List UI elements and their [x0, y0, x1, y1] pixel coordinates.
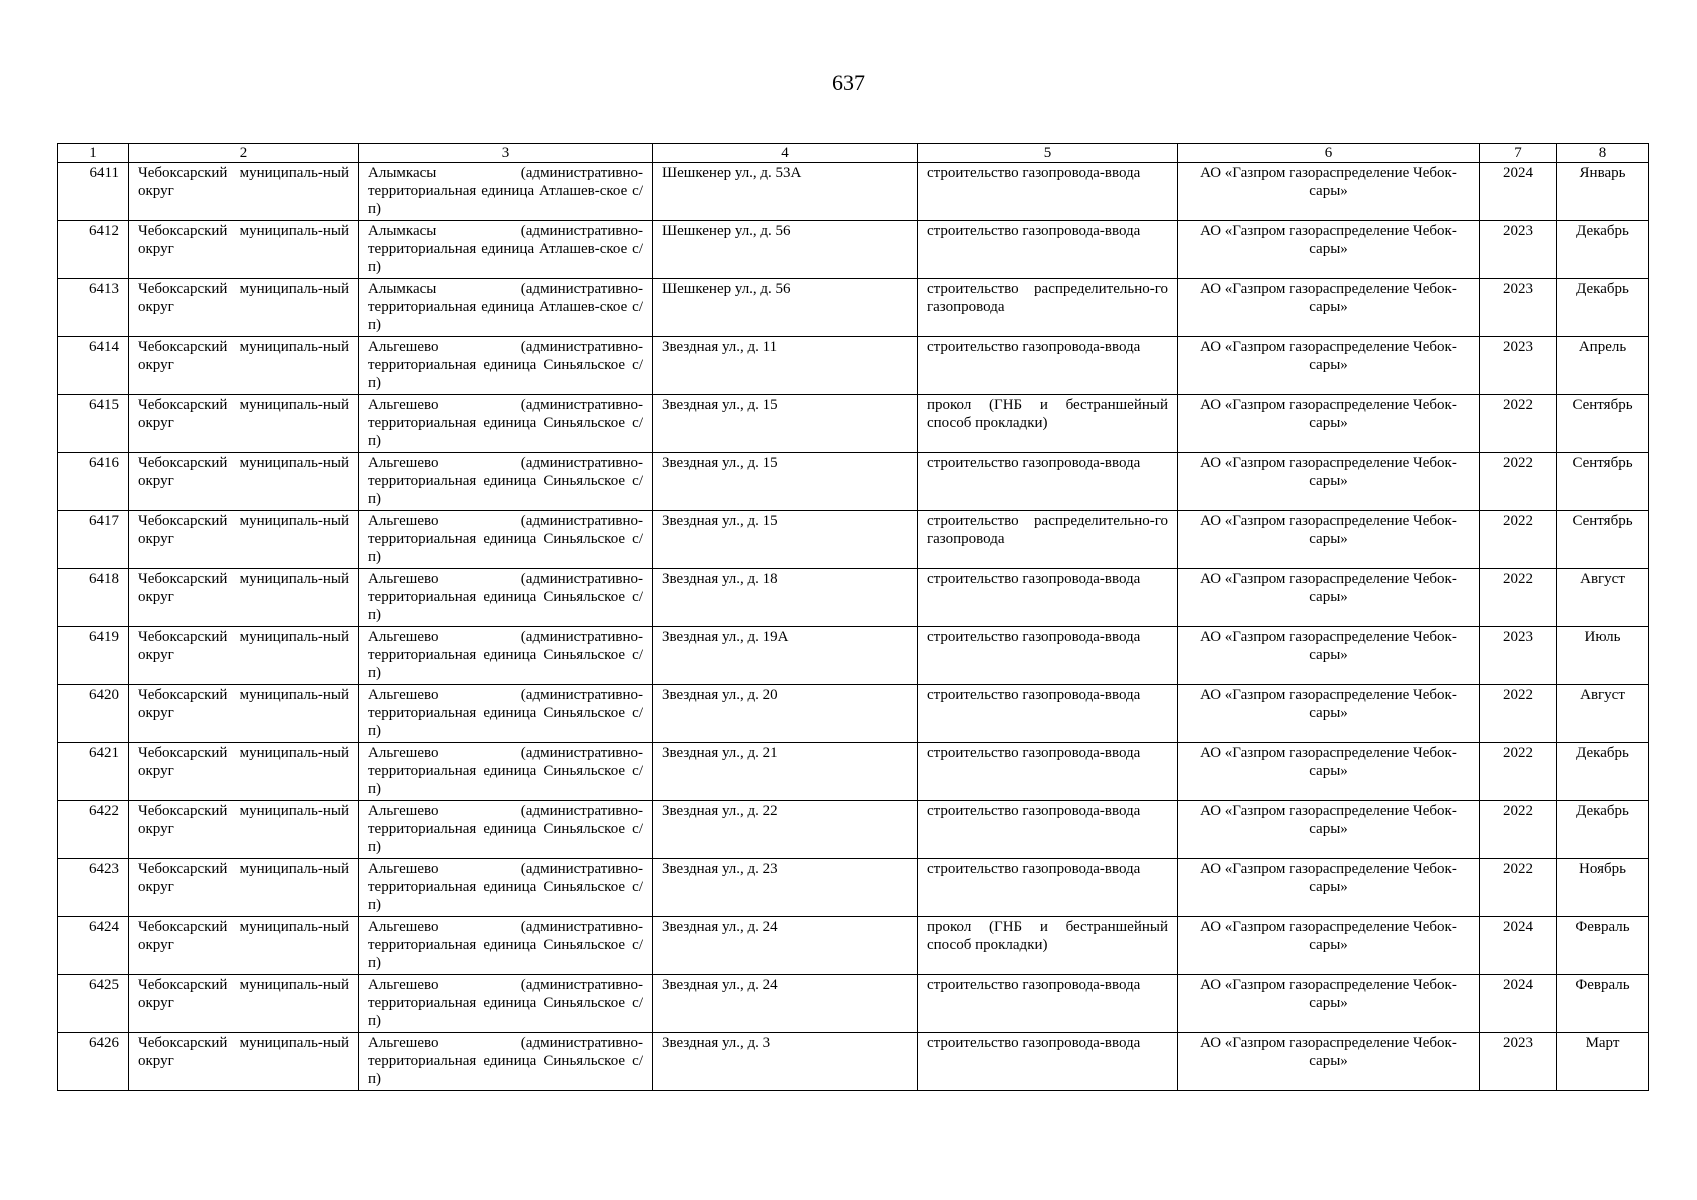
settlement-cell: Альгешево (административно-территориальная единица Синьяльское с/п) [359, 801, 653, 859]
year-cell: 2024 [1480, 917, 1557, 975]
work-type-cell: строительство распределительно-го газопровода [918, 511, 1178, 569]
district-cell: Чебоксарский муниципаль-ный округ [129, 221, 359, 279]
work-type-cell: строительство газопровода-ввода [918, 743, 1178, 801]
district-cell: Чебоксарский муниципаль-ный округ [129, 685, 359, 743]
row-number-cell: 6412 [58, 221, 129, 279]
district-cell: Чебоксарский муниципаль-ный округ [129, 801, 359, 859]
row-number-cell: 6422 [58, 801, 129, 859]
settlement-cell: Алымкасы (административно-территориальная единица Атлашев-ское с/п) [359, 221, 653, 279]
work-type-cell: строительство газопровода-ввода [918, 1033, 1178, 1091]
row-number-cell: 6425 [58, 975, 129, 1033]
address-cell: Звездная ул., д. 22 [653, 801, 918, 859]
organization-cell: АО «Газпром газораспределение Чебок-сары» [1178, 163, 1480, 221]
work-type-cell: строительство газопровода-ввода [918, 859, 1178, 917]
work-type-cell: строительство газопровода-ввода [918, 975, 1178, 1033]
settlement-cell: Альгешево (административно-территориальная единица Синьяльское с/п) [359, 859, 653, 917]
address-cell: Шешкенер ул., д. 56 [653, 221, 918, 279]
table-row [58, 453, 1649, 511]
registry-table [57, 143, 1649, 1091]
month-cell: Декабрь [1557, 279, 1649, 337]
month-cell: Декабрь [1557, 221, 1649, 279]
district-cell: Чебоксарский муниципаль-ный округ [129, 163, 359, 221]
table-row [58, 1033, 1649, 1091]
work-type-cell: строительство газопровода-ввода [918, 163, 1178, 221]
work-type-cell: прокол (ГНБ и бестраншейный способ прокладки) [918, 395, 1178, 453]
address-cell: Звездная ул., д. 19А [653, 627, 918, 685]
address-cell: Звездная ул., д. 24 [653, 975, 918, 1033]
row-number-cell: 6423 [58, 859, 129, 917]
organization-cell: АО «Газпром газораспределение Чебок-сары» [1178, 511, 1480, 569]
month-cell: Февраль [1557, 975, 1649, 1033]
row-number-cell: 6411 [58, 163, 129, 221]
address-cell: Шешкенер ул., д. 53А [653, 163, 918, 221]
address-cell: Звездная ул., д. 18 [653, 569, 918, 627]
row-number-cell: 6416 [58, 453, 129, 511]
row-number-cell: 6413 [58, 279, 129, 337]
organization-cell: АО «Газпром газораспределение Чебок-сары» [1178, 975, 1480, 1033]
organization-cell: АО «Газпром газораспределение Чебок-сары» [1178, 337, 1480, 395]
column-header: 7 [1480, 144, 1557, 163]
year-cell: 2022 [1480, 859, 1557, 917]
row-number-cell: 6424 [58, 917, 129, 975]
district-cell: Чебоксарский муниципаль-ный округ [129, 337, 359, 395]
column-header: 6 [1178, 144, 1480, 163]
year-cell: 2022 [1480, 395, 1557, 453]
column-header: 3 [359, 144, 653, 163]
settlement-cell: Альгешево (административно-территориальная единица Синьяльское с/п) [359, 917, 653, 975]
table-row [58, 917, 1649, 975]
row-number-cell: 6418 [58, 569, 129, 627]
organization-cell: АО «Газпром газораспределение Чебок-сары» [1178, 801, 1480, 859]
organization-cell: АО «Газпром газораспределение Чебок-сары» [1178, 453, 1480, 511]
table-row [58, 801, 1649, 859]
year-cell: 2023 [1480, 627, 1557, 685]
organization-cell: АО «Газпром газораспределение Чебок-сары» [1178, 1033, 1480, 1091]
address-cell: Звездная ул., д. 15 [653, 395, 918, 453]
work-type-cell: строительство газопровода-ввода [918, 453, 1178, 511]
address-cell: Звездная ул., д. 24 [653, 917, 918, 975]
address-cell: Звездная ул., д. 20 [653, 685, 918, 743]
page-number: 637 [832, 70, 865, 95]
month-cell: Декабрь [1557, 743, 1649, 801]
month-cell: Март [1557, 1033, 1649, 1091]
address-cell: Шешкенер ул., д. 56 [653, 279, 918, 337]
month-cell: Ноябрь [1557, 859, 1649, 917]
district-cell: Чебоксарский муниципаль-ный округ [129, 453, 359, 511]
table-row [58, 743, 1649, 801]
work-type-cell: строительство газопровода-ввода [918, 685, 1178, 743]
table-row [58, 279, 1649, 337]
settlement-cell: Алымкасы (административно-территориальная единица Атлашев-ское с/п) [359, 279, 653, 337]
district-cell: Чебоксарский муниципаль-ный округ [129, 1033, 359, 1091]
organization-cell: АО «Газпром газораспределение Чебок-сары» [1178, 917, 1480, 975]
row-number-cell: 6420 [58, 685, 129, 743]
settlement-cell: Альгешево (административно-территориальная единица Синьяльское с/п) [359, 1033, 653, 1091]
work-type-cell: строительство газопровода-ввода [918, 569, 1178, 627]
month-cell: Декабрь [1557, 801, 1649, 859]
table-row [58, 627, 1649, 685]
table-row [58, 337, 1649, 395]
work-type-cell: строительство газопровода-ввода [918, 801, 1178, 859]
organization-cell: АО «Газпром газораспределение Чебок-сары» [1178, 859, 1480, 917]
district-cell: Чебоксарский муниципаль-ный округ [129, 859, 359, 917]
year-cell: 2022 [1480, 511, 1557, 569]
table-row [58, 685, 1649, 743]
address-cell: Звездная ул., д. 23 [653, 859, 918, 917]
settlement-cell: Алымкасы (административно-территориальная единица Атлашев-ское с/п) [359, 163, 653, 221]
settlement-cell: Альгешево (административно-территориальная единица Синьяльское с/п) [359, 743, 653, 801]
month-cell: Август [1557, 685, 1649, 743]
address-cell: Звездная ул., д. 15 [653, 511, 918, 569]
year-cell: 2023 [1480, 279, 1557, 337]
table-row [58, 859, 1649, 917]
organization-cell: АО «Газпром газораспределение Чебок-сары» [1178, 221, 1480, 279]
organization-cell: АО «Газпром газораспределение Чебок-сары» [1178, 279, 1480, 337]
month-cell: Сентябрь [1557, 511, 1649, 569]
month-cell: Июль [1557, 627, 1649, 685]
organization-cell: АО «Газпром газораспределение Чебок-сары» [1178, 685, 1480, 743]
address-cell: Звездная ул., д. 3 [653, 1033, 918, 1091]
row-number-cell: 6417 [58, 511, 129, 569]
year-cell: 2023 [1480, 221, 1557, 279]
settlement-cell: Альгешево (административно-территориальная единица Синьяльское с/п) [359, 685, 653, 743]
row-number-cell: 6419 [58, 627, 129, 685]
table-row [58, 221, 1649, 279]
table-row [58, 511, 1649, 569]
month-cell: Сентябрь [1557, 453, 1649, 511]
work-type-cell: строительство газопровода-ввода [918, 627, 1178, 685]
row-number-cell: 6426 [58, 1033, 129, 1091]
month-cell: Апрель [1557, 337, 1649, 395]
row-number-cell: 6421 [58, 743, 129, 801]
column-header: 5 [918, 144, 1178, 163]
column-header: 8 [1557, 144, 1649, 163]
organization-cell: АО «Газпром газораспределение Чебок-сары» [1178, 627, 1480, 685]
row-number-cell: 6415 [58, 395, 129, 453]
settlement-cell: Альгешево (административно-территориальная единица Синьяльское с/п) [359, 453, 653, 511]
year-cell: 2023 [1480, 337, 1557, 395]
year-cell: 2024 [1480, 975, 1557, 1033]
table-row [58, 395, 1649, 453]
month-cell: Сентябрь [1557, 395, 1649, 453]
district-cell: Чебоксарский муниципаль-ный округ [129, 975, 359, 1033]
district-cell: Чебоксарский муниципаль-ный округ [129, 569, 359, 627]
district-cell: Чебоксарский муниципаль-ный округ [129, 743, 359, 801]
address-cell: Звездная ул., д. 21 [653, 743, 918, 801]
table-row [58, 975, 1649, 1033]
settlement-cell: Альгешево (административно-территориальная единица Синьяльское с/п) [359, 627, 653, 685]
month-cell: Август [1557, 569, 1649, 627]
organization-cell: АО «Газпром газораспределение Чебок-сары» [1178, 569, 1480, 627]
row-number-cell: 6414 [58, 337, 129, 395]
settlement-cell: Альгешево (административно-территориальная единица Синьяльское с/п) [359, 569, 653, 627]
work-type-cell: строительство газопровода-ввода [918, 221, 1178, 279]
organization-cell: АО «Газпром газораспределение Чебок-сары» [1178, 395, 1480, 453]
year-cell: 2023 [1480, 1033, 1557, 1091]
district-cell: Чебоксарский муниципаль-ный округ [129, 395, 359, 453]
year-cell: 2024 [1480, 163, 1557, 221]
month-cell: Февраль [1557, 917, 1649, 975]
year-cell: 2022 [1480, 801, 1557, 859]
year-cell: 2022 [1480, 743, 1557, 801]
month-cell: Январь [1557, 163, 1649, 221]
header-row [58, 144, 1649, 163]
work-type-cell: прокол (ГНБ и бестраншейный способ прокладки) [918, 917, 1178, 975]
settlement-cell: Альгешево (административно-территориальная единица Синьяльское с/п) [359, 395, 653, 453]
year-cell: 2022 [1480, 569, 1557, 627]
year-cell: 2022 [1480, 453, 1557, 511]
address-cell: Звездная ул., д. 15 [653, 453, 918, 511]
district-cell: Чебоксарский муниципаль-ный округ [129, 511, 359, 569]
table-row [58, 569, 1649, 627]
settlement-cell: Альгешево (административно-территориальная единица Синьяльское с/п) [359, 337, 653, 395]
address-cell: Звездная ул., д. 11 [653, 337, 918, 395]
column-header: 2 [129, 144, 359, 163]
organization-cell: АО «Газпром газораспределение Чебок-сары» [1178, 743, 1480, 801]
district-cell: Чебоксарский муниципаль-ный округ [129, 279, 359, 337]
column-header: 1 [58, 144, 129, 163]
work-type-cell: строительство распределительно-го газопровода [918, 279, 1178, 337]
district-cell: Чебоксарский муниципаль-ный округ [129, 627, 359, 685]
column-header: 4 [653, 144, 918, 163]
work-type-cell: строительство газопровода-ввода [918, 337, 1178, 395]
district-cell: Чебоксарский муниципаль-ный округ [129, 917, 359, 975]
year-cell: 2022 [1480, 685, 1557, 743]
settlement-cell: Альгешево (административно-территориальная единица Синьяльское с/п) [359, 511, 653, 569]
settlement-cell: Альгешево (административно-территориальная единица Синьяльское с/п) [359, 975, 653, 1033]
table-row [58, 163, 1649, 221]
